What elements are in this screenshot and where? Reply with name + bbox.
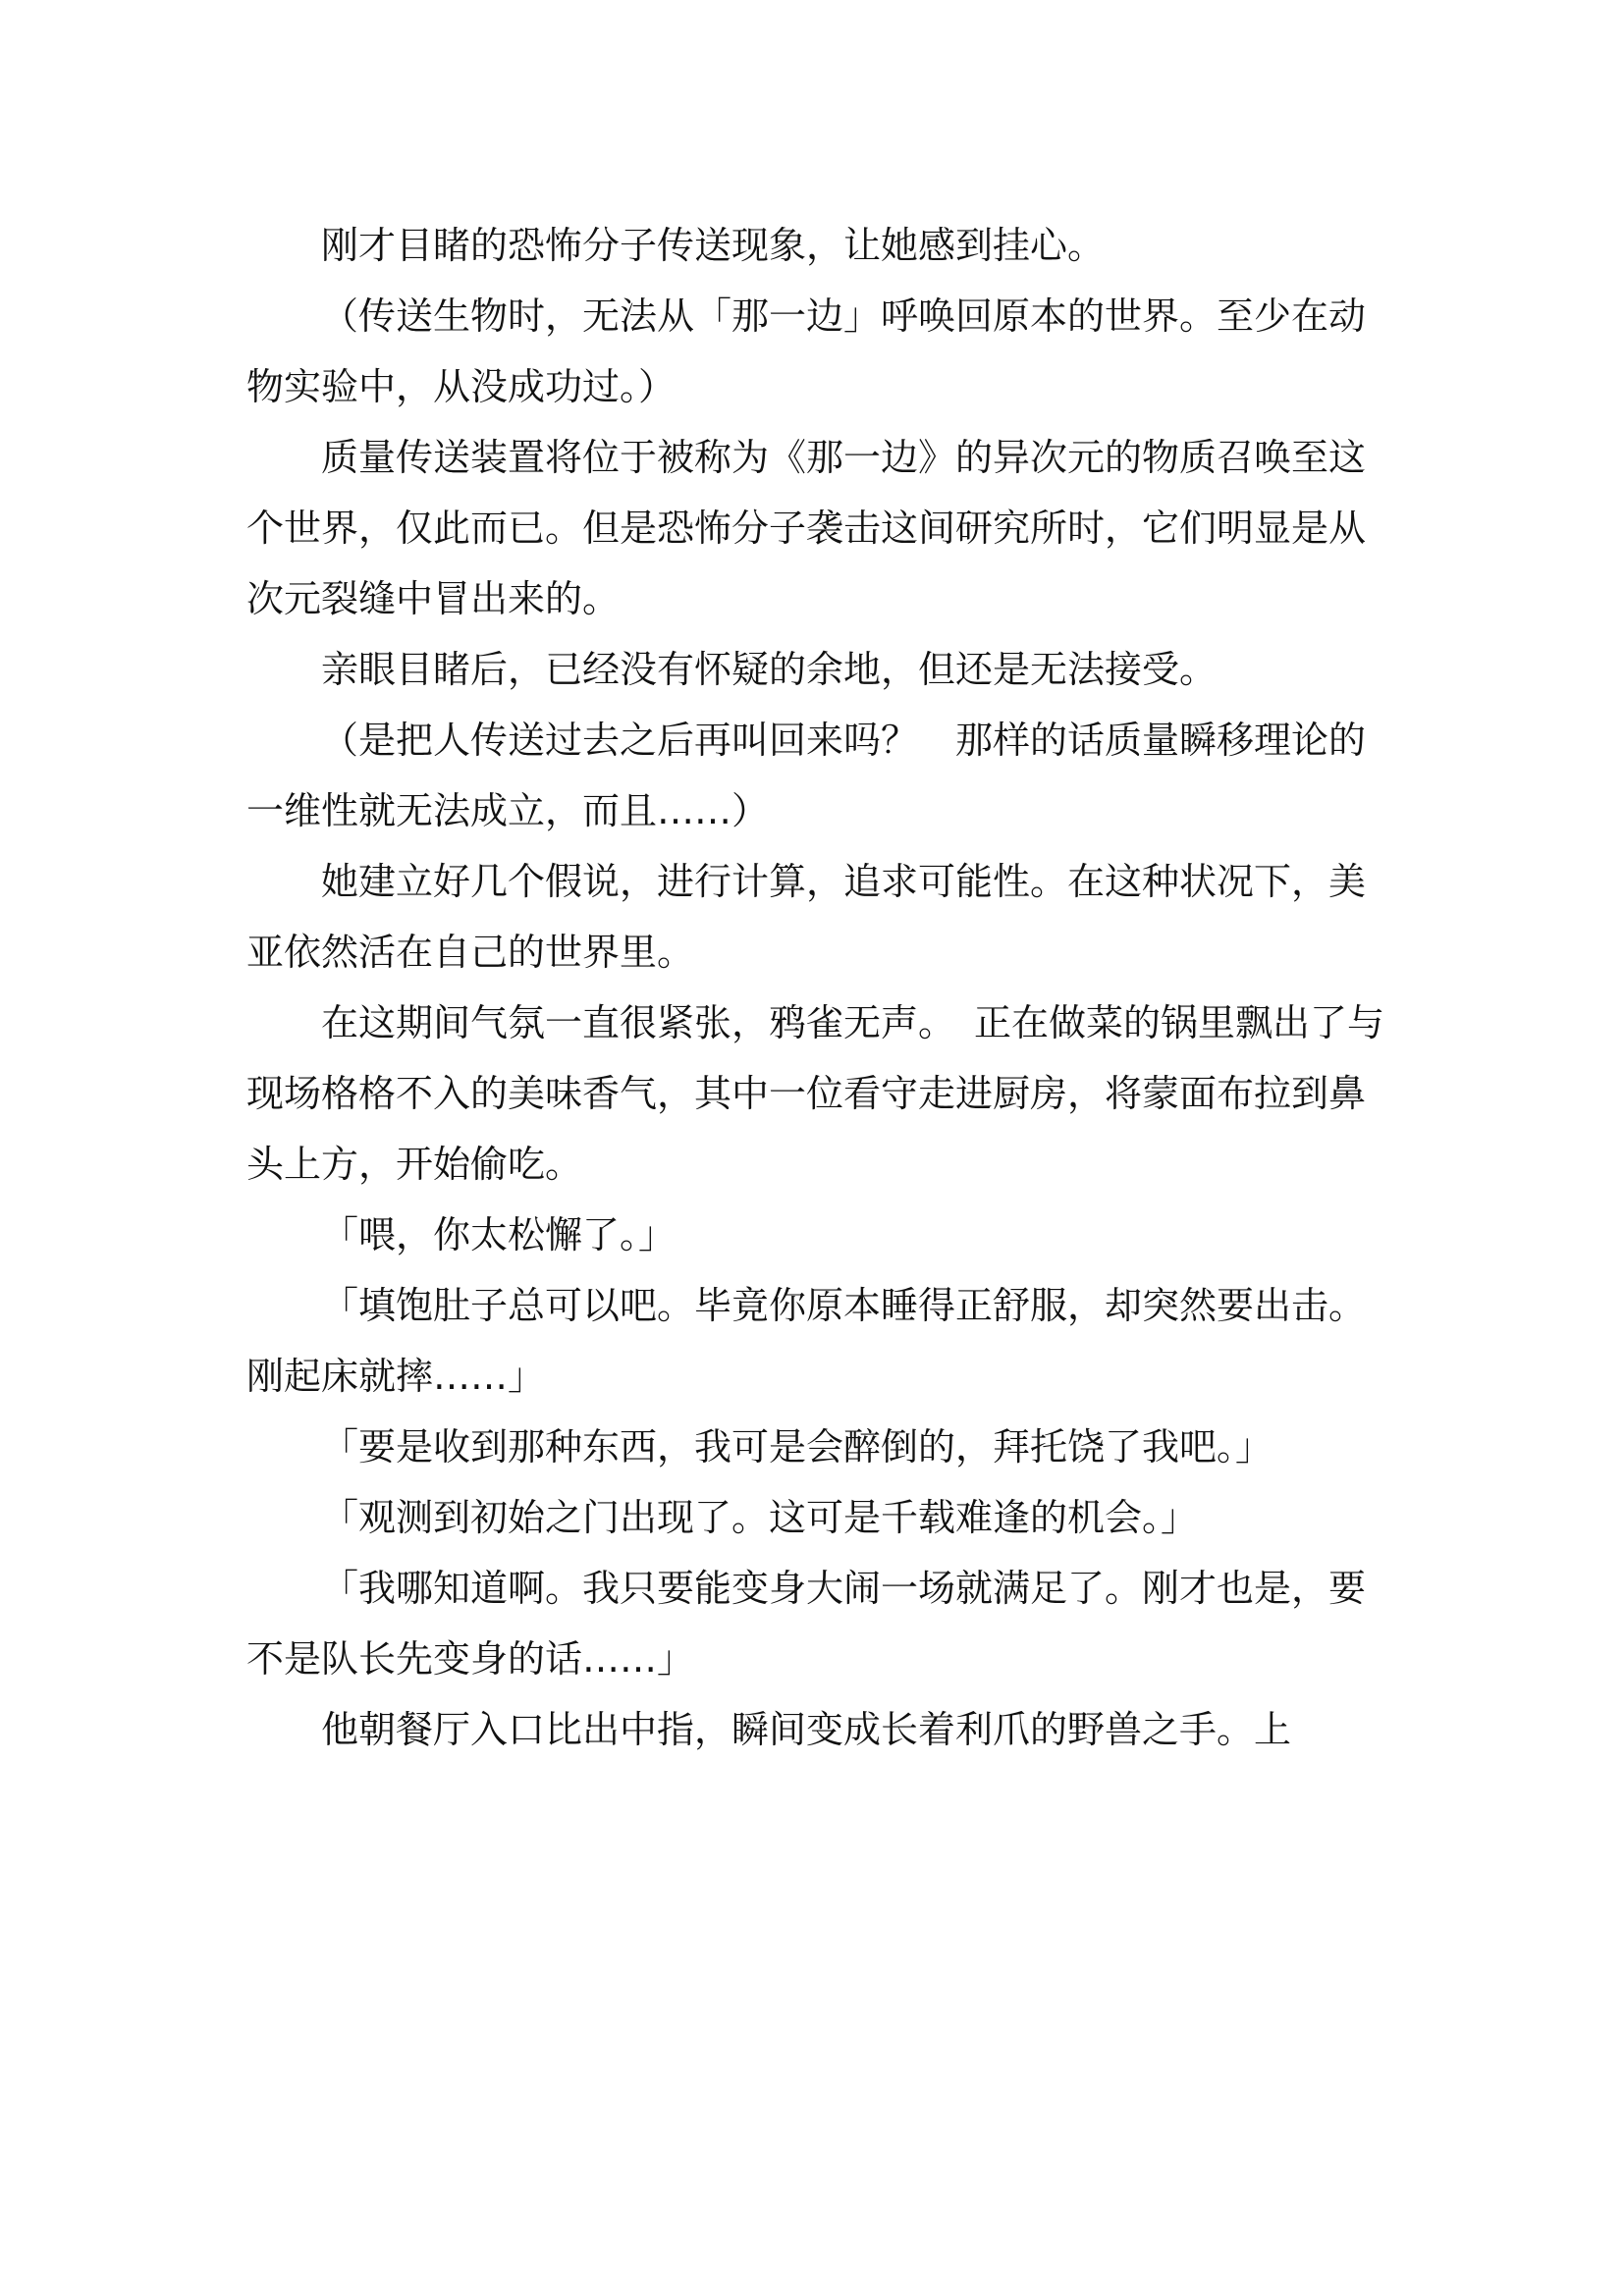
paragraph: （是把人传送过去之后再叫回来吗？ 那样的话质量瞬移理论的一维性就无法成立，而且……） xyxy=(246,719,1367,832)
paragraph: 他朝餐厅入口比出中指，瞬间变成长着利爪的野兽之手。上 xyxy=(321,1708,1292,1751)
paragraph: （传送生物时，无法从「那一边」呼唤回原本的世界。至少在动物实验中，从没成功过。） xyxy=(246,294,1367,408)
paragraph: 「观测到初始之门出现了。这可是千载难逢的机会。」 xyxy=(321,1496,1199,1539)
paragraph: 「喂，你太松懈了。」 xyxy=(321,1213,677,1256)
paragraph: 在这期间气氛一直很紧张，鸦雀无声。 正在做菜的锅里飘出了与现场格格不入的美味香气，其中一位看守走进厨房，将蒙面布拉到鼻头上方，开始偷吃。 xyxy=(246,1001,1385,1186)
paragraph: 质量传送装置将位于被称为《那一边》的异次元的物质召唤至这个世界，仅此而已。但是恐怖分子袭击这间研究所时，它们明显是从次元裂缝中冒出来的。 xyxy=(246,436,1367,620)
paragraph: 「我哪知道啊。我只要能变身大闹一场就满足了。刚才也是，要不是队长先变身的话……」 xyxy=(246,1567,1367,1681)
paragraph: 亲眼目睹后，已经没有怀疑的余地，但还是无法接受。 xyxy=(321,648,1218,691)
paragraph: 「填饱肚子总可以吧。毕竟你原本睡得正舒服，却突然要出击。刚起床就摔……」 xyxy=(246,1284,1367,1398)
body-text xyxy=(246,210,1385,1765)
paragraph: 她建立好几个假说，进行计算，追求可能性。在这种状况下，美亚依然活在自己的世界里。 xyxy=(246,860,1367,974)
paragraph: 刚才目睹的恐怖分子传送现象，让她感到挂心。 xyxy=(321,224,1106,267)
paragraph: 「要是收到那种东西，我可是会醉倒的，拜托饶了我吧。」 xyxy=(321,1425,1273,1468)
